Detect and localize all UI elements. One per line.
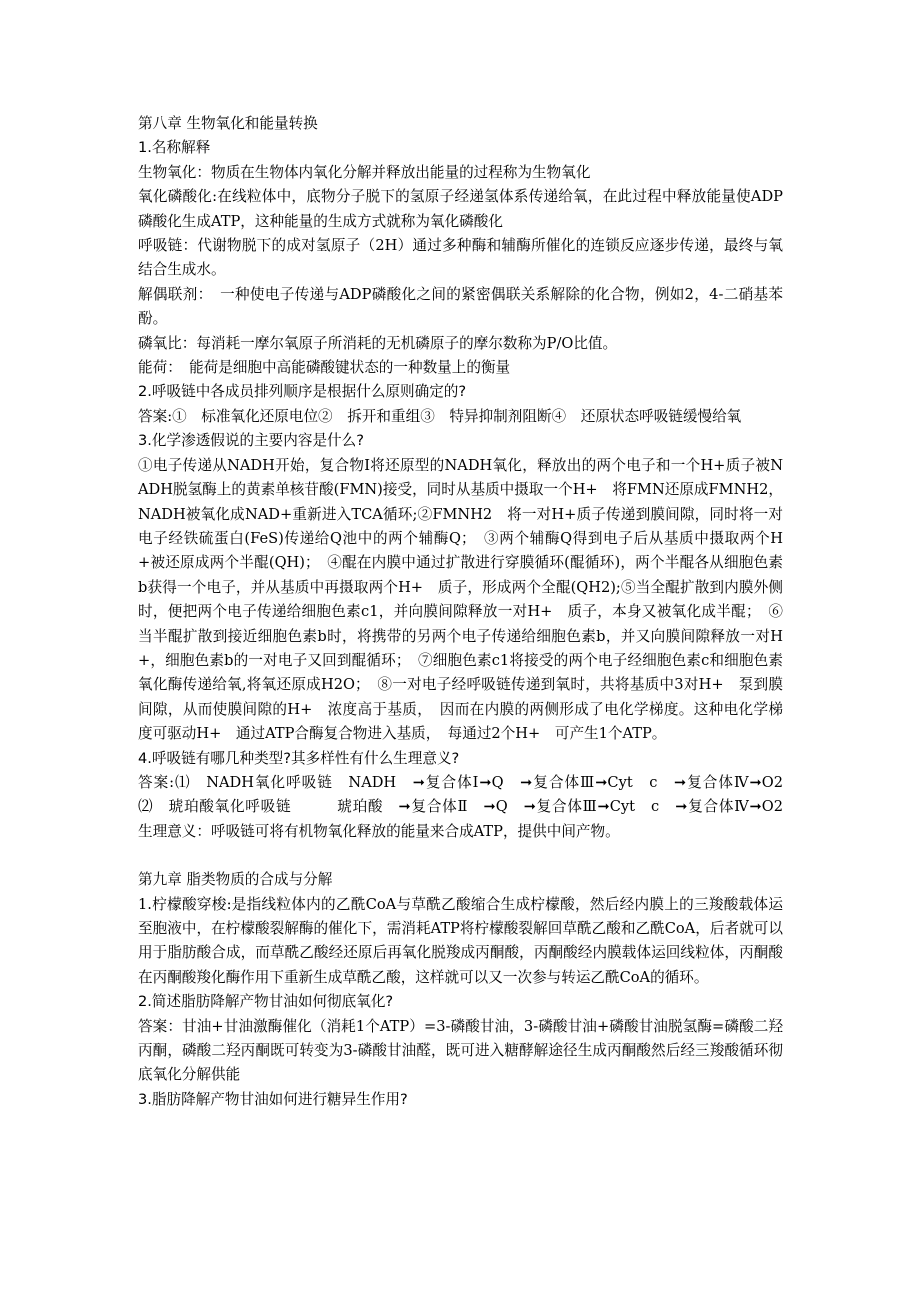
section-gap <box>138 844 783 868</box>
chapter8-q4-title: 4.呼吸链有哪几种类型?其多样性有什么生理意义? <box>138 749 460 767</box>
chapter9-q1: 1.柠檬酸穿梭:是指线粒体内的乙酰CoA与草酰乙酸缩合生成柠檬酸，然后经内膜上的三羧酸载体运至胞液中，在柠檬酸裂解酶的催化下，需消耗ATP将柠檬酸裂解回草酰乙酸和乙酰CoA，后者就可以用于脂肪酸合成，而草酰乙酸经还原后再氧化脱羧成丙酮酸，丙酮酸经内膜载体运回线粒体，丙酮酸在丙酮酸羧化酶作用下重新生成草酰乙酸，这样就可以又一次参与转运乙酰CoA的循环。 <box>138 895 783 986</box>
chapter8-q4-answer: 答案:⑴ NADH氧化呼吸链 NADH ➞复合体Ⅰ➞Q ➞复合体Ⅲ➞Cyt c ➞复合体Ⅳ➞O2 ⑵ 琥珀酸氧化呼吸链 琥珀酸 ➞复合体Ⅱ ➞Q ➞复合体Ⅲ➞Cyt c ➞复合体Ⅳ➞O2 生理意义：呼吸链可将有机物氧化释放的能量来合成ATP，提供中间产物。 <box>138 773 813 840</box>
chapter9-title: 第九章 脂类物质的合成与分解 <box>138 871 333 889</box>
chapter8-q2-answer: 答案:① 标准氧化还原电位② 拆开和重组③ 特异抑制剂阻断④ 还原状态呼吸链缓慢给氧 <box>138 407 742 425</box>
chapter9-q2-title: 2.简述脂肪降解产物甘油如何彻底氧化? <box>138 993 394 1011</box>
definition-respiratory-chain: 呼吸链：代谢物脱下的成对氢原子（2H）通过多种酶和辅酶所催化的连锁反应逐步传递，最终与氧结合生成水。 <box>138 237 783 279</box>
definition-energy-charge: 能荷： 能荷是细胞中高能磷酸键状态的一种数量上的衡量 <box>138 359 511 377</box>
definition-oxidative-phosphorylation: 氧化磷酸化:在线粒体中，底物分子脱下的氢原子经递氢体系传递给氧，在此过程中释放能量使ADP磷酸化生成ATP，这种能量的生成方式就称为氧化磷酸化 <box>138 188 783 230</box>
chapter8-q2-title: 2.呼吸链中各成员排列顺序是根据什么原则确定的? <box>138 383 467 401</box>
definition-uncoupler: 解偶联剂： 一种使电子传递与ADP磷酸化之间的紧密偶联关系解除的化合物，例如2，4-二硝基苯酚。 <box>138 285 783 328</box>
chapter8-q3-title: 3.化学渗透假说的主要内容是什么? <box>138 432 364 450</box>
chapter9-q2-answer: 答案：甘油+甘油激酶催化（消耗1个ATP）=3-磷酸甘油，3-磷酸甘油+磷酸甘油脱氢酶=磷酸二羟丙酮，磷酸二羟丙酮既可转变为3-磷酸甘油醛，既可进入糖酵解途径生成丙酮酸然后经三羧酸循环彻底氧化分解供能 <box>138 1017 783 1084</box>
definition-bio-oxidation: 生物氧化：物质在生物体内氧化分解并释放出能量的过程称为生物氧化 <box>138 163 591 181</box>
definition-po-ratio: 磷氧比：每消耗一摩尔氧原子所消耗的无机磷原子的摩尔数称为P/O比值。 <box>138 334 618 352</box>
chapter8-title: 第八章 生物氧化和能量转换 <box>138 115 318 132</box>
document-page <box>138 112 813 1112</box>
chapter9-q3-title: 3.脂肪降解产物甘油如何进行糖异生作用? <box>138 1090 408 1108</box>
chapter8-q3-answer: ①电子传递从NADH开始，复合物Ⅰ将还原型的NADH氧化，释放出的两个电子和一个H+质子被NADH脱氢酶上的黄素单核苷酸(FMN)接受，同时从基质中摄取一个H+ 将FMN还原成FMNH2，NADH被氧化成NAD+重新进入TCA循环;②FMNH2 将一对H+质子传递到膜间隙，同时将一对电子经铁硫蛋白(FeS)传递给Q池中的两个辅酶Q； ③两个辅酶Q得到电子后从基质中摄取两个H+被还原成两个半醌(QH)； ④醌在内膜中通过扩散进行穿膜循环(醌循环)，两个半醌各从细胞色素b获得一个电子，并从基质中再摄取两个H+ 质子，形成两个全醌(QH2);⑤当全醌扩散到内膜外侧时，便把两个电子传递给细胞色素c1，并向膜间隙释放一对H+ 质子，本身又被氧化成半醌； ⑥当半醌扩散到接近细胞色素b时，将携带的另两个电子传递给细胞色素b，并又向膜间隙释放一对H+，细胞色素b的一对电子又回到醌循环； ⑦细胞色素c1将接受的两个电子经细胞色素c和细胞色素氧化酶传递给氧,将氧还原成H2O； ⑧一对电子经呼吸链传递到氧时，共将基质中3对H+ 泵到膜间隙，从而使膜间隙的H+ 浓度高于基质， 因而在内膜的两侧形成了电化学梯度。这种电化学梯度可驱动H+ 通过ATP合酶复合物进入基质， 每通过2个H+ 可产生1个ATP。 <box>138 456 783 743</box>
chapter8-q1-title: 1.名称解释 <box>138 139 211 157</box>
